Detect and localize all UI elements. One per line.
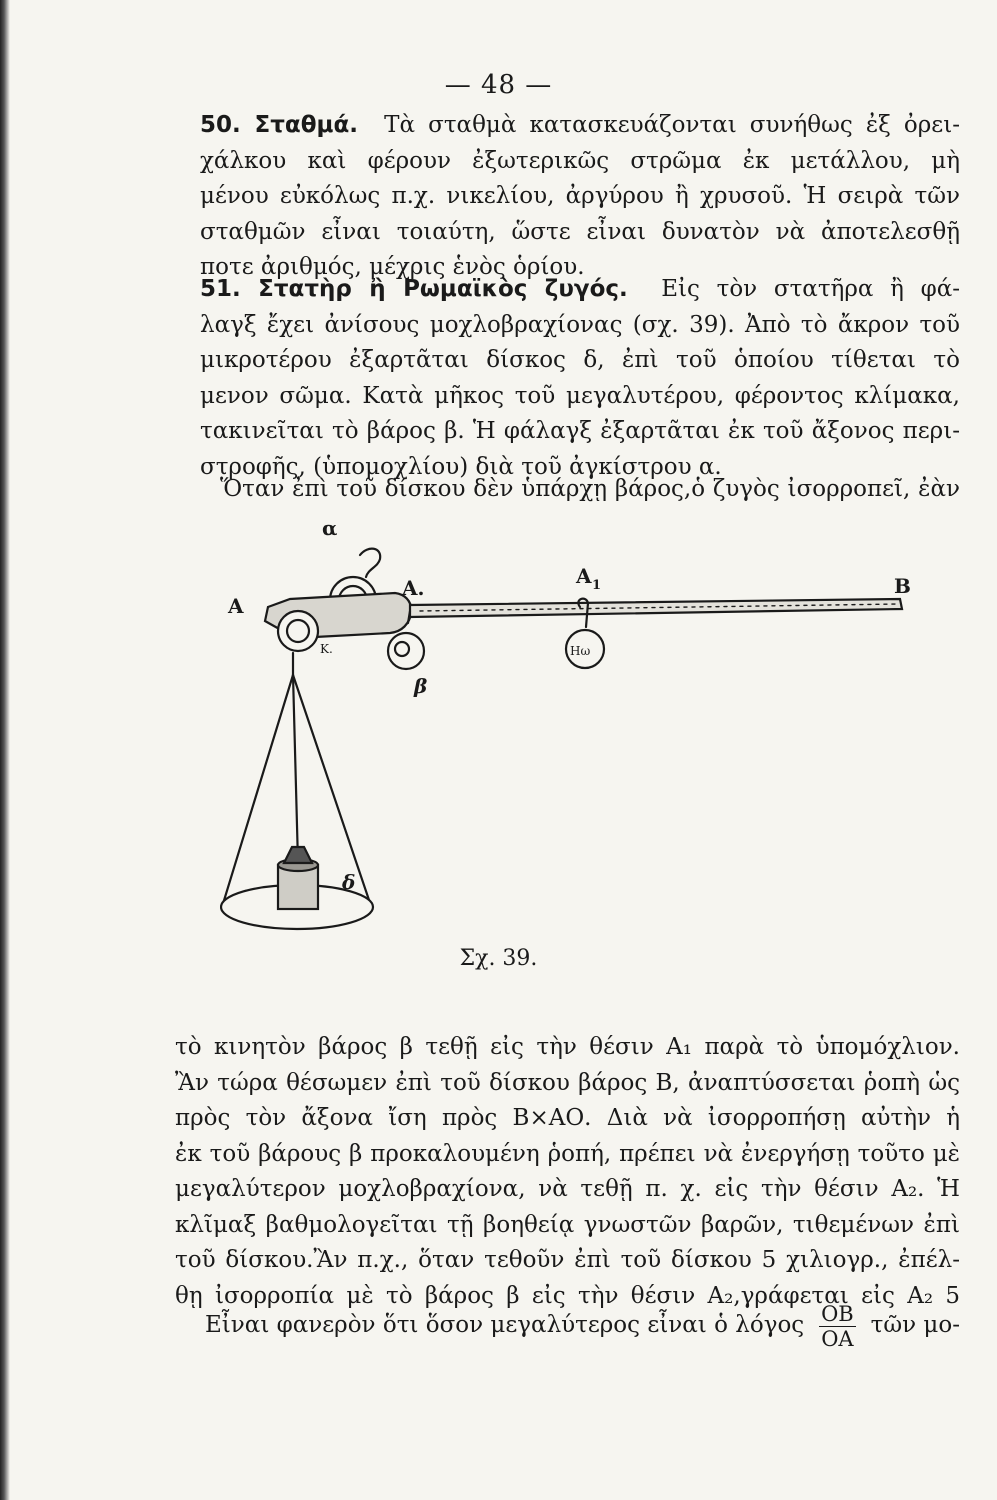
- main-text-continuation: [175, 1030, 960, 1314]
- section-50: [200, 108, 960, 286]
- section-50-text: Τὰ σταθμὰ κατασκευάζονται συνήθως ἐξ ὀρει-: [384, 112, 960, 138]
- section-50-line-1: [200, 108, 960, 144]
- last-line-after: τῶν μο-: [870, 1312, 960, 1339]
- label-beta: β: [414, 674, 428, 698]
- section-51-line-1: [200, 272, 960, 308]
- text-line: θῃ ἰσορροπία μὲ τὸ βάρος β εἰς τὴν θέσιν Α₂,γράφεται εἰς Α₂ 5: [175, 1282, 960, 1309]
- label-delta: δ: [342, 870, 356, 894]
- fraction-denominator: ΟΑ: [821, 1326, 854, 1351]
- page-number: — 48 —: [444, 70, 553, 100]
- text-line: μενον σῶμα. Κατὰ μῆκος τοῦ μεγαλυτέρου, φέροντος κλίμακα,: [200, 382, 960, 409]
- last-line-before: Εἶναι φανερὸν ὅτι ὅσον μεγαλύτερος εἶναι ὁ λόγος: [205, 1312, 805, 1339]
- text-line: πρὸς τὸν ἄξονα ἴση πρὸς Β×ΑΟ. Διὰ νὰ ἰσορροπήσῃ αὐτὴν ἡ: [175, 1105, 960, 1131]
- last-line: [205, 1296, 960, 1356]
- section-51-heading: 51. Στατὴρ ἢ Ρωμαϊκὸς ζυγός.: [200, 276, 628, 302]
- text-line: τοῦ δίσκου.Ἂν π.χ., ὅταν τεθοῦν ἐπὶ τοῦ δίσκου 5 χιλιογρ., ἐπέλ-: [175, 1247, 960, 1273]
- weight-beta-mark: [395, 642, 409, 656]
- text-line: τακινεῖται τὸ βάρος β. Ἡ φάλαγξ ἐξαρτᾶται ἐκ τοῦ ἄξονος περι-: [200, 418, 960, 444]
- graduated-beam: [410, 599, 902, 617]
- label-A-left: Α: [228, 594, 244, 618]
- text-line: μικροτέρου ἐξαρτᾶται δίσκος δ, ἐπὶ τοῦ ὁποίου τίθεται τὸ: [200, 347, 960, 373]
- pan-string-center: [293, 675, 298, 863]
- label-A-pivot: Α.: [402, 576, 425, 600]
- label-A1-subscript: 1: [592, 578, 602, 593]
- text-line: λαγξ ἔχει ἀνίσους μοχλοβραχίονας (σχ. 39). Ἀπὸ τὸ ἄκρον τοῦ: [200, 311, 960, 338]
- label-weight-mark: Κ.: [320, 642, 333, 656]
- text-line: στροφῆς, (ὑπομοχλίου) διὰ τοῦ ἀγκίστρου α.: [200, 453, 722, 480]
- text-line: χάλκου καὶ φέρουν ἐξωτερικῶς στρῶμα ἐκ μετάλλου, μὴ: [200, 147, 960, 174]
- pan-hanger-ring: [278, 611, 318, 651]
- section-51: [200, 272, 960, 485]
- ratio-fraction: [819, 1302, 856, 1351]
- label-B: Β: [894, 574, 911, 598]
- figure-39-steelyard: [220, 515, 920, 955]
- fraction-numerator: ΟΒ: [821, 1301, 854, 1326]
- label-moving-weight: Ηω: [570, 644, 591, 658]
- label-A1: Α: [576, 564, 592, 588]
- hook-alpha-icon: [360, 549, 380, 577]
- weight-beta: [388, 633, 424, 669]
- text-line: ἐκ τοῦ βάρους β προκαλουμένη ῥοπή, πρέπει νὰ ἐνεργήσῃ τοῦτο μὲ: [175, 1140, 960, 1167]
- figure-caption: Σχ. 39.: [459, 946, 538, 971]
- text-line: μένου εὐκόλως π.χ. νικελίου, ἀργύρου ἢ χρυσοῦ. Ἡ σειρὰ τῶν: [200, 183, 960, 209]
- object-knob: [284, 847, 312, 863]
- text-line: σταθμῶν εἶναι τοιαύτη, ὥστε εἶναι δυνατὸν νὰ ἀποτελεσθῇ: [200, 218, 960, 245]
- text-line: κλῖμαξ βαθμολογεῖται τῇ βοηθείᾳ γνωστῶν βαρῶν, τιθεμένων ἐπὶ: [175, 1211, 960, 1238]
- text-line: μεγαλύτερον μοχλοβραχίονα, νὰ τεθῇ π. χ. εἰς τὴν θέσιν Α₂. Ἡ: [175, 1176, 960, 1202]
- page-binding-edge: [0, 0, 10, 1500]
- text-line: Ὅταν ἐπὶ τοῦ δίσκου δὲν ὑπάρχῃ βάρος,ὁ ζυγὸς ἰσορροπεῖ, ἐὰν: [220, 476, 960, 502]
- label-alpha: α: [322, 516, 338, 540]
- section-51-continuation: [200, 472, 960, 508]
- text-line: ποτε ἀριθμός, μέχρις ἑνὸς ὁρίου.: [200, 254, 585, 280]
- section-50-heading: 50. Σταθμά.: [200, 112, 358, 138]
- section-51-text: Εἰς τὸν στατῆρα ἢ φά-: [661, 276, 960, 302]
- text-line: Ἂν τώρα θέσωμεν ἐπὶ τοῦ δίσκου βάρος Β, ἀναπτύσσεται ῥοπὴ ὡς: [175, 1069, 960, 1096]
- text-line-with-fraction: [205, 1296, 960, 1356]
- text-line: τὸ κινητὸν βάρος β τεθῇ εἰς τὴν θέσιν Α₁ παρὰ τὸ ὑπομόχλιον.: [175, 1034, 960, 1060]
